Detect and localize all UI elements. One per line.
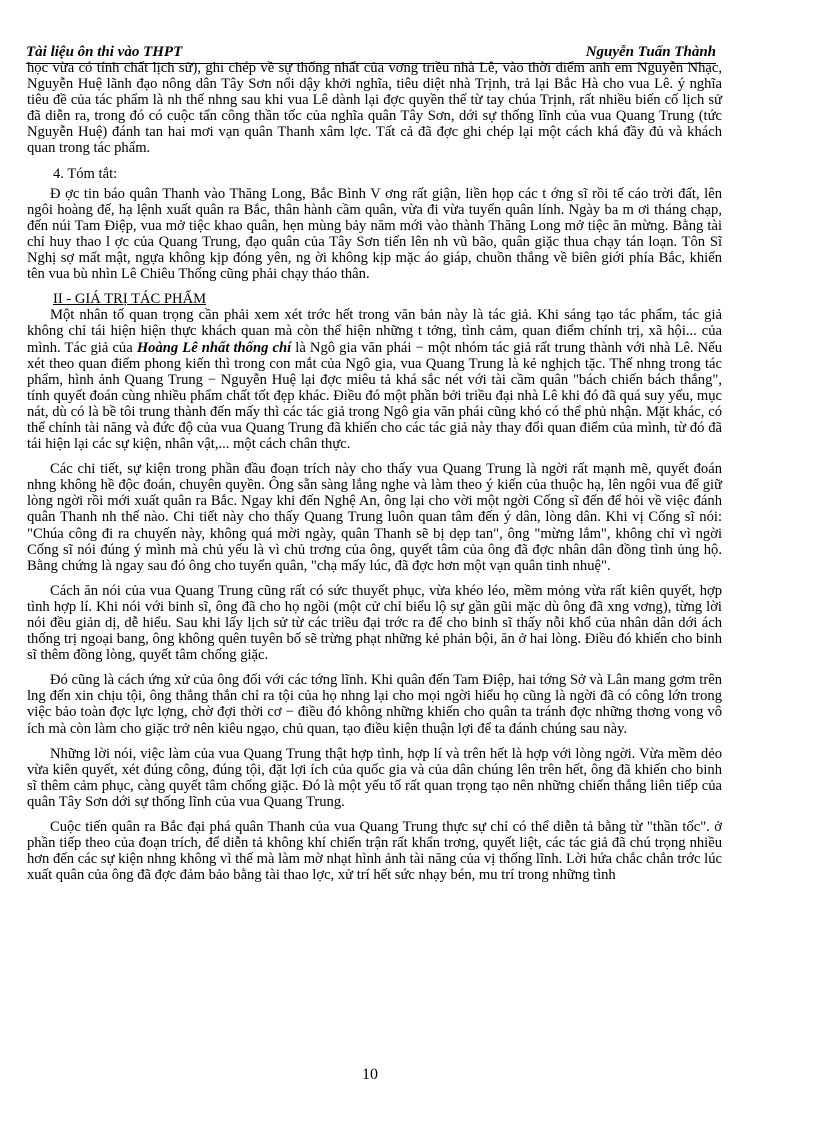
summary-paragraph: Đ ợc tin báo quân Thanh vào Thăng Long, Bắc Bình V ơng rất giận, liền họp các t ớng sĩ rồi tế cáo trời đất, lên ngôi hoàng đế, hạ lệnh xuất quân ra Bắc, thân hành cầm quân, vừa đi vừa tuyển quân lính. Ngày ba m ơi tháng chạp, đến núi Tam Điệp, vua mở tiệc khao quân, hẹn mùng bảy năm mới vào thành Thăng Long mở tiệc ăn mừng. Bằng tài chỉ huy thao l ợc của Quang Trung, đạo quân của Tây Sơn tiến lên nh vũ bão, quân giặc thua chạy tán loạn. Tôn Sĩ Nghị sợ mất mật, ngựa không kịp đóng yên, ng ời không kịp mặc áo giáp, chuồn thẳng về biên giới phía Bắc, khiến tên vua bù nhìn Lê Chiêu Thống cũng phải chạy tháo thân. (27, 185, 722, 283)
document-body (27, 60, 722, 883)
header-title: Tài liệu ôn thi vào THPT (26, 44, 183, 60)
summary-heading: 4. Tóm tắt: (53, 165, 118, 182)
paragraph-author-after: là Ngô gia văn phái − một nhóm tác giả rất trung thành với nhà Lê. Nếu xét theo quan điểm phong kiến thì trong con mắt của Ngô gia, vua Quang Trung là kẻ nghịch tặc. Thế nhng trong tác phẩm, hình ảnh Quang Trung − Nguyễn Huệ lại đợc miêu tả khá sắc nét với tài cầm quân "bách chiến bách thắng", tính quyết đoán cùng nhiều phẩm chất tốt đẹp khác. Điều đó một phần bởi triều đại nhà Lê khi đó đã quá suy yếu, mục nát, dù có là bề tôi trung thành đến mấy thì các tác giả trong Ngô gia văn phái cũng khó có thể phủ nhận. Mặt khác, có thể chính tài năng và đức độ của vua Quang Trung đã khiến cho các tác giả này thay đổi quan điểm của mình, từ đó đã tái hiện lại các sự kiện, nhân vật,... một cách chân thực. (27, 339, 722, 453)
section-heading: II - GIÁ TRỊ TÁC PHẨM (53, 291, 207, 308)
paragraph-author-before: Một nhân tố quan trọng cần phải xem xét trớc hết trong văn bản này là tác giả. Khi sáng tạo tác phẩm, tác giả không chỉ tái hiện hiện thực khách quan mà còn thể hiện những t tởng, tình cảm, quan điểm chính trị, xã hội... của mình. Tác giả của (27, 307, 722, 356)
work-title: Hoàng Lê nhất thống chí (136, 339, 292, 356)
paragraph-author (27, 307, 722, 452)
paragraph-generals: Đó cũng là cách ứng xử của ông đối với các tớng lĩnh. Khi quân đến Tam Điệp, hai tớng Sở và Lân mang gơm trên lng đến xin chịu tội, ông thẳng thắn chỉ ra tội của họ nhng lại cho mọi ngời hiểu họ cũng là ngời đã có công lớn trong việc bảo toàn đợc lực lợng, chờ đợi thời cơ − điều đó không những khiến cho quân ta tránh đợc những thơng vong vô ích mà còn làm cho giặc trở nên kiêu ngạo, chủ quan, tạo điều kiện thuận lợi để ta đánh chúng sau này. (27, 672, 722, 737)
paragraph-speech: Cách ăn nói của vua Quang Trung cũng rất có sức thuyết phục, vừa khéo léo, mềm mỏng vừa rất kiên quyết, hợp tình hợp lí. Khi nói với binh sĩ, ông đã cho họ ngồi (một cử chỉ biểu lộ sự gần gũi mặc dù ông đã xng vơng), từng lời nói đều giản dị, dễ hiểu. Sau khi lấy lịch sử từ các triều đại trớc ra để cho binh sĩ thấy nỗi khổ của nhân dân dới ách thống trị ngoại bang, ông không quên tuyên bố sẽ trừng phạt những kẻ phản bội, ăn ở hai lòng. Điều đó khiến cho binh sĩ thêm đồng lòng, quyết tâm chống giặc. (27, 582, 722, 664)
paragraph-campaign: Cuộc tiến quân ra Bắc đại phá quân Thanh của vua Quang Trung thực sự chỉ có thể diễn tả bằng từ "thần tốc". ở phần tiếp theo của đoạn trích, để diễn tả không khí chiến trận rất khẩn trơng, quyết liệt, các tác giả đã chú trọng nhiều hơn đến các sự kiện nhng không vì thế mà làm mờ nhạt hình ảnh tài năng của vị thống lĩnh. Lời hứa chắc chắn trớc lúc xuất quân của ông đã đợc đảm bảo bằng tài thao lợc, xử trí hết sức nhạy bén, mu trí trong những tình (27, 819, 722, 884)
paragraph-words: Những lời nói, việc làm của vua Quang Trung thật hợp tình, hợp lí và trên hết là hợp với lòng ngời. Vừa mềm dẻo vừa kiên quyết, xét đúng công, đúng tội, đặt lợi ích của quốc gia và của dân chúng lên trên hết, ông đã khiến cho binh sĩ thêm cảm phục, càng quyết tâm chống giặc. Đó là một yếu tố rất quan trọng tạo nên những chiến thắng liên tiếp của quân Tây Sơn dới sự thống lĩnh của vua Quang Trung. (27, 745, 722, 810)
intro-paragraph: học vừa có tính chất lịch sử), ghi chép về sự thống nhất của vơng triều nhà Lê, vào thời điểm anh em Nguyễn Nhạc, Nguyễn Huệ lãnh đạo nông dân Tây Sơn nổi dậy khởi nghĩa, tiêu diệt nhà Trịnh, trả lại Bắc Hà cho vua Lê. ý nghĩa tiêu đề của tác phẩm là nh thế nhng sau khi vua Lê dành lại đợc quyền thế từ tay chúa Trịnh, rất nhiều biến cố lịch sử đã diễn ra, trong đó có cuộc tấn công thần tốc của nghĩa quân Tây Sơn, dới sự thống lĩnh của vua Quang Trung (tức Nguyễn Huệ) đánh tan hai mơi vạn quân Thanh xâm lợc. Tất cả đã đợc ghi chép lại một cách khá đầy đủ và khách quan trong tác phẩm. (27, 60, 722, 157)
header-author: Nguyễn Tuấn Thành (585, 44, 716, 60)
page-number: 10 (362, 1066, 378, 1083)
paragraph-details: Các chi tiết, sự kiện trong phần đầu đoạn trích này cho thấy vua Quang Trung là ngời rất mạnh mẽ, quyết đoán nhng không hề độc đoán, chuyên quyền. Ông sẵn sàng lắng nghe và làm theo ý kiến của thuộc hạ, lên ngôi vua để giữ lòng ngời rồi mới xuất quân ra Bắc. Ngay khi đến Nghệ An, ông lại cho vời một ngời Cống sĩ đến để hỏi về việc đánh quân Thanh nh thế nào. Chi tiết này cho thấy Quang Trung luôn quan tâm đến ý dân, lòng dân. Khi vị Cống sĩ nói: "Chúa công đi ra chuyến này, không quá mời ngày, quân Thanh sẽ bị dẹp tan", ông "mừng lắm", không chỉ vì ngời Cống sĩ nói đúng ý mình mà chủ yếu là vì chủ trơng của ông, quyết tâm của ông đã đợc nhân dân đồng tình ủng hộ. Bằng chứng là ngay sau đó ông cho tuyển quân, "chạ mấy lúc, đã đợc hơn một vạn quân tinh nhuệ". (27, 461, 722, 574)
section-heading-wrap (27, 291, 722, 307)
